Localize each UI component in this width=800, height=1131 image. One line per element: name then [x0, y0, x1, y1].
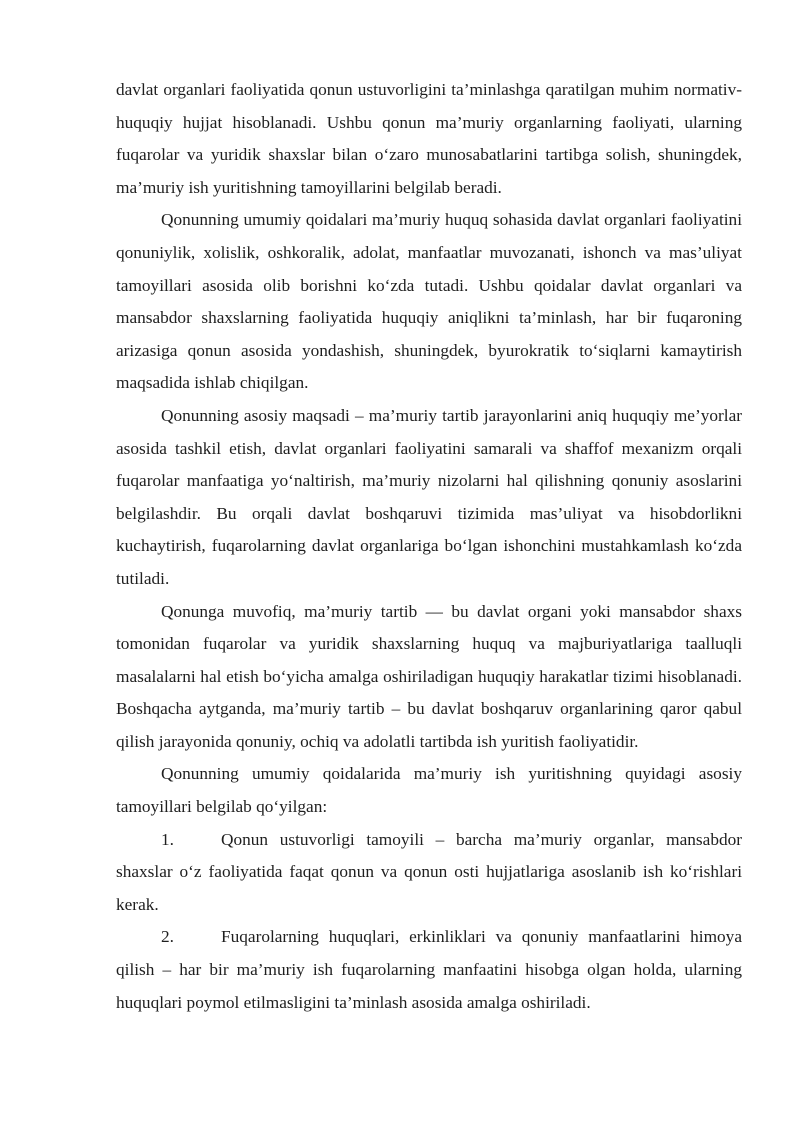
list-item [116, 921, 742, 1019]
paragraph-continuation: davlat organlari faoliyatida qonun ustuvorligini ta’minlashga qaratilgan muhim normativ-huquqiy hujjat hisoblanadi. Ushbu qonun ma’muriy organlarning faoliyati, ularning fuqarolar va yuridik shaxslar bilan o‘zaro munosabatlarini tartibga solish, shuningdek, ma’muriy ish yuritishning tamoyillarini belgilab beradi. [116, 80, 742, 197]
list-item-number: 2. [161, 927, 174, 947]
list-item-number: 1. [161, 829, 174, 849]
paragraph-principles-intro: Qonunning umumiy qoidalarida ma’muriy ish yuritishning quyidagi asosiy tamoyillari belgilab qo‘yilgan: [116, 764, 742, 817]
paragraph-general-rules: Qonunning umumiy qoidalari ma’muriy huquq sohasida davlat organlari faoliyatini qonuniylik, xolislik, oshkoralik, adolat, manfaatlar muvozanati, ishonch va mas’uliyat tamoyillari asosida olib borishni ko‘zda tutadi. Ushbu qoidalar davlat organlari va mansabdor shaxslarning faoliyatida huquqiy aniqlikni ta’minlash, har bir fuqaroning arizasiga qonun asosida yondashish, shuningdek, byurokratik to‘siqlarni kamaytirish maqsadida ishlab chiqilgan. [116, 210, 742, 393]
list-item [116, 824, 742, 922]
document-page [116, 74, 742, 1019]
list-item-text: Qonun ustuvorligi tamoyili – barcha ma’muriy organlar, mansabdor shaxslar o‘z faoliyatida faqat qonun va qonun osti hujjatlariga asoslanib ish ko‘rishlari kerak. [116, 829, 742, 914]
paragraph-main-purpose: Qonunning asosiy maqsadi – ma’muriy tartib jarayonlarini aniq huquqiy me’yorlar asosida tashkil etish, davlat organlari faoliyatini samarali va shaffof mexanizm orqali fuqarolar manfaatiga yo‘naltirish, ma’muriy nizolarni hal qilishning qonuniy asoslarini belgilashdir. Bu orqali davlat boshqaruvi tizimida mas’uliyat va hisobdorlikni kuchaytirish, fuqarolarning davlat organlariga bo‘lgan ishonchini mustahkamlash ko‘zda tutiladi. [116, 405, 742, 588]
paragraph-administrative-procedure: Qonunga muvofiq, ma’muriy tartib — bu davlat organi yoki mansabdor shaxs tomonidan fuqarolar va yuridik shaxslarning huquq va majburiyatlariga taalluqli masalalarni hal etish bo‘yicha amalga oshiriladigan huquqiy harakatlar tizimi hisoblanadi. Boshqacha aytganda, ma’muriy tartib – bu davlat boshqaruv organlarining qaror qabul qilish jarayonida qonuniy, ochiq va adolatli tartibda ish yuritish faoliyatidir. [116, 601, 742, 751]
list-item-text: Fuqarolarning huquqlari, erkinliklari va qonuniy manfaatlarini himoya qilish – har bir ma’muriy ish fuqarolarning manfaatini hisobga olgan holda, ularning huquqlari poymol etilmasligini ta’minlash asosida amalga oshiriladi. [116, 927, 742, 1012]
